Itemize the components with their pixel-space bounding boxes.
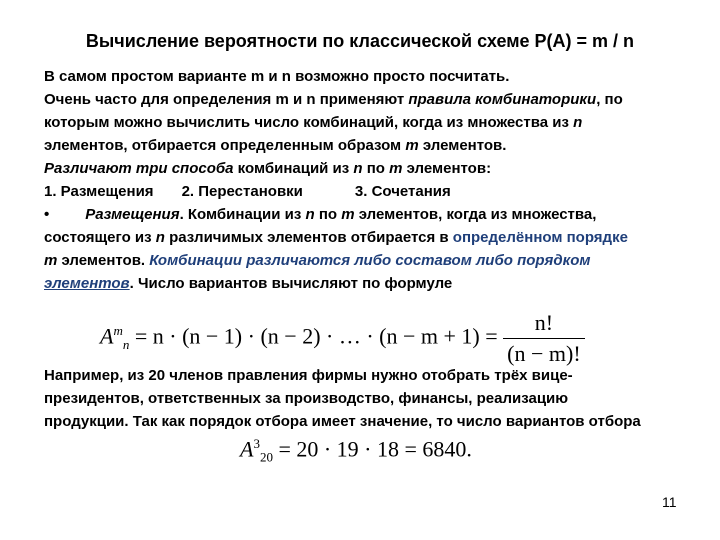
list-item-combinations: 3. Сочетания: [354, 183, 451, 200]
elements-term: элементов: [44, 275, 130, 292]
example-line-2: президентов, ответственных за производство, финансы, реализацию: [44, 390, 569, 407]
var-n: n: [353, 160, 363, 177]
differ-by-term: Комбинации различаются либо составом либо порядком: [149, 252, 591, 269]
formula-symbol-a: A: [100, 323, 114, 349]
combinatorics-term: правила комбинаторики: [408, 91, 597, 108]
placements-term: Размещения: [85, 206, 180, 223]
formula-sup: 3: [253, 436, 260, 451]
text: элементов, отбирается определенным образом: [44, 137, 406, 154]
text: Очень часто для определения m и n применяют: [44, 91, 409, 108]
formula-sub: n: [122, 336, 130, 352]
text: различимых элементов отбирается в: [164, 229, 453, 246]
formula-symbol-a: A: [240, 436, 254, 462]
text: . Комбинации из: [179, 206, 306, 223]
var-m: m: [341, 206, 355, 223]
text: состоящего из: [44, 229, 156, 246]
text: элементов, когда из множества,: [354, 206, 597, 223]
bullet-icon: •: [44, 206, 50, 223]
text: элементов.: [57, 252, 150, 269]
text: комбинаций из: [233, 160, 354, 177]
example-line-3: продукции. Так как порядок отбора имеет значение, то число вариантов отбора: [44, 413, 641, 430]
three-methods-term: Различают три способа: [44, 160, 234, 177]
placements-formula: [100, 310, 585, 367]
text: . Число вариантов вычисляют по формуле: [129, 275, 453, 292]
formula-result: = 20 · 19 · 18 = 6840.: [278, 436, 472, 462]
line-8: [44, 226, 694, 249]
text: которым можно вычислить число комбинаций, когда из множества из: [44, 114, 574, 131]
text: элементов:: [402, 160, 492, 177]
page-number: 11: [662, 494, 677, 510]
text: элементов.: [418, 137, 507, 154]
text: по: [314, 206, 342, 223]
formula-sub: 20: [259, 449, 273, 465]
fraction-denominator: (n − m)!: [507, 341, 581, 366]
formula-fraction: [503, 310, 585, 367]
example-line-1: Например, из 20 членов правления фирмы нужно отобрать трёх вице-: [44, 367, 573, 384]
line-10: [44, 272, 694, 295]
formula-product: = n · (n − 1) · (n − 2) · … · (n − m + 1) =: [134, 323, 498, 349]
line-5: [44, 157, 694, 180]
var-m: m: [405, 137, 419, 154]
list-item-placements: 1. Размещения: [44, 183, 154, 200]
line-4: [44, 134, 694, 157]
text: В самом простом варианте m и n возможно просто посчитать.: [44, 68, 510, 85]
line-9: [44, 249, 694, 272]
defined-order-term: определённом порядке: [452, 229, 628, 246]
line-6-list: [44, 180, 694, 203]
example-paragraph: [44, 364, 694, 433]
text: , по: [596, 91, 623, 108]
line-2: [44, 88, 694, 111]
example-formula: [240, 436, 472, 466]
var-n: n: [305, 206, 315, 223]
text: по: [362, 160, 390, 177]
var-m: m: [44, 252, 58, 269]
var-n: n: [573, 114, 583, 131]
line-3: [44, 111, 694, 134]
line-7: [44, 203, 694, 226]
formula-sup: m: [113, 323, 123, 339]
var-m: m: [389, 160, 403, 177]
slide-body: [44, 65, 694, 295]
var-n: n: [155, 229, 165, 246]
list-item-permutations: 2. Перестановки: [181, 183, 303, 200]
fraction-numerator: n!: [503, 310, 585, 339]
line-1: [44, 65, 694, 88]
slide-title: Вычисление вероятности по классической схеме P(A) = m / n: [85, 31, 635, 51]
